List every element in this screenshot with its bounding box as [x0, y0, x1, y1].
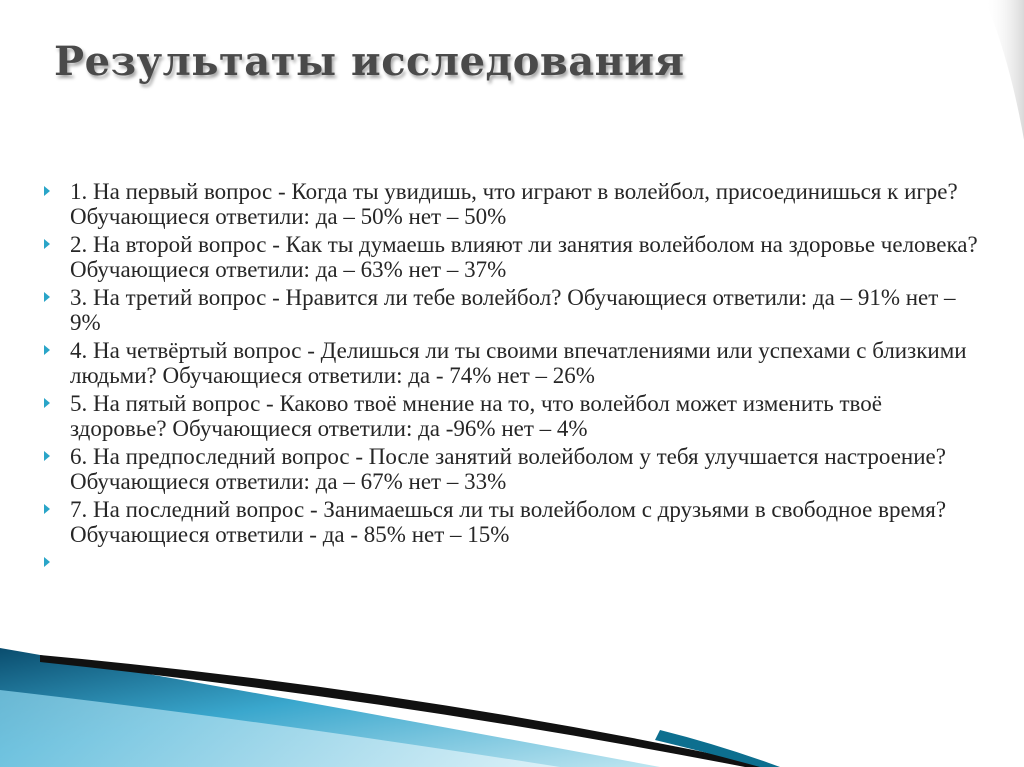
results-list — [40, 180, 980, 579]
list-item-text: 1. На первый вопрос - Когда ты увидишь, что играют в волейбол, присоединишься к игре? Обучающиеся ответили: да – 50% нет – 50% — [70, 179, 958, 229]
list-item — [40, 392, 980, 441]
list-item — [40, 339, 980, 388]
page-title: Результаты исследования — [54, 38, 685, 85]
list-item-text: 5. На пятый вопрос - Каково твоё мнение на то, что волейбол может изменить твоё здоровье? Обучающиеся ответили: да -96% нет – 4% — [70, 391, 882, 441]
list-item — [40, 180, 980, 229]
list-item-text: 6. На предпоследний вопрос - После занятий волейболом у тебя улучшается настроение? Обучающиеся ответили: да – 67% нет – 33% — [70, 444, 946, 494]
list-item — [40, 233, 980, 282]
list-item-empty — [40, 551, 980, 575]
triangle-bullet-icon — [40, 340, 54, 360]
triangle-bullet-icon — [40, 446, 54, 466]
triangle-bullet-icon — [40, 287, 54, 307]
triangle-bullet-icon — [40, 552, 54, 572]
list-item-text: 3. На третий вопрос - Нравится ли тебе волейбол? Обучающиеся ответили: да – 91% нет – 9% — [70, 285, 956, 335]
triangle-bullet-icon — [40, 181, 54, 201]
list-item — [40, 445, 980, 494]
triangle-bullet-icon — [40, 393, 54, 413]
list-item-text: 2. На второй вопрос - Как ты думаешь влияют ли занятия волейболом на здоровье человека? Обучающиеся ответили: да – 63% нет – 37% — [70, 232, 978, 282]
list-item — [40, 498, 980, 547]
list-item-text: 7. На последний вопрос - Занимаешься ли ты волейболом с друзьями в свободное время? Обучающиеся ответили - да - 85% нет – 15% — [70, 497, 947, 547]
triangle-bullet-icon — [40, 234, 54, 254]
list-item-text: 4. На четвёртый вопрос - Делишься ли ты своими впечатлениями или успехами с близкими людьми? Обучающиеся ответили: да - 74% нет – 26% — [70, 338, 967, 388]
triangle-bullet-icon — [40, 499, 54, 519]
list-item — [40, 286, 980, 335]
